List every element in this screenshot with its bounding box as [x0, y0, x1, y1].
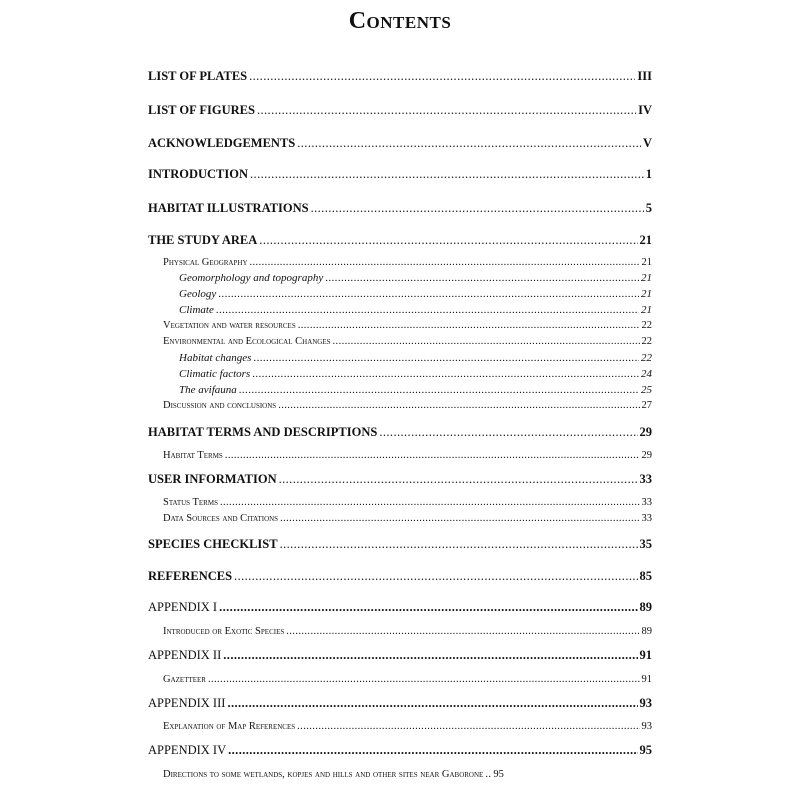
toc-entry-label: APPENDIX III — [148, 696, 226, 710]
toc-entry-page: 21 — [641, 288, 652, 300]
toc-entry-label: Habitat changes — [179, 352, 252, 364]
leader-dots — [223, 649, 637, 662]
toc-entry-habitat-changes[interactable] — [179, 353, 652, 364]
toc-entry-label: Environmental and Ecological Changes — [163, 336, 331, 347]
toc-entry-environmental-changes[interactable] — [163, 337, 652, 348]
toc-entry-label: HABITAT ILLUSTRATIONS — [148, 201, 309, 215]
leader-dots — [225, 451, 640, 462]
toc-entry-label: Vegetation and water resources — [163, 320, 296, 331]
toc-entry-list-of-plates[interactable] — [148, 70, 652, 83]
page-title: Contents — [348, 8, 452, 34]
leader-dots — [220, 498, 640, 509]
leader-dots — [219, 601, 637, 614]
toc-entry-the-study-area[interactable] — [148, 234, 652, 247]
toc-entry-label: The avifauna — [179, 384, 237, 396]
toc-entry-page: 24 — [641, 368, 652, 380]
toc-entry-label: ACKNOWLEDGEMENTS — [148, 136, 296, 150]
leader-dots — [297, 722, 639, 733]
toc-entry-label: Data Sources and Citations — [163, 513, 279, 524]
leader-dots — [286, 627, 639, 638]
toc-entry-label: Physical Geography — [163, 257, 248, 268]
toc-entry-page: 29 — [639, 425, 652, 439]
toc-entry-status-terms[interactable] — [163, 498, 652, 509]
leader-dots — [280, 538, 638, 551]
toc-entry-habitat-illustrations[interactable] — [148, 202, 652, 215]
toc-entry-data-sources[interactable] — [163, 514, 652, 525]
toc-entry-page: V — [642, 136, 652, 150]
toc-entry-page: 93 — [639, 696, 652, 710]
toc-entry-directions[interactable] — [163, 770, 652, 781]
toc-entry-geomorphology[interactable] — [179, 273, 652, 284]
leader-dots — [234, 570, 637, 583]
toc-entry-page: 93 — [641, 721, 652, 732]
toc-entry-list-of-figures[interactable] — [148, 104, 652, 117]
toc-entry-page: 22 — [641, 320, 652, 331]
toc-entry-label: Geology — [179, 288, 217, 300]
toc-entry-page: 89 — [641, 626, 652, 637]
leader-dots — [250, 168, 644, 181]
toc-entry-label: APPENDIX II — [148, 648, 222, 662]
leader-dots — [280, 514, 639, 525]
toc-entry-page: 95 — [493, 769, 504, 780]
toc-entry-page: 22 — [641, 336, 652, 347]
toc-entry-page: 33 — [639, 472, 652, 486]
toc-entry-page: 21 — [641, 304, 652, 316]
toc-entry-label: SPECIES CHECKLIST — [148, 537, 278, 551]
toc-entry-label: THE STUDY AREA — [148, 233, 258, 247]
toc-entry-label: Habitat Terms — [163, 450, 223, 461]
toc-entry-appendix-iv[interactable] — [148, 744, 652, 757]
toc-entry-page: 27 — [641, 400, 652, 411]
toc-entry-page: III — [637, 69, 652, 83]
toc-entry-species-checklist[interactable] — [148, 538, 652, 551]
toc-entry-introduced-species[interactable] — [163, 627, 652, 638]
leader-dots — [311, 202, 644, 215]
toc-entry-label: LIST OF PLATES — [148, 69, 248, 83]
toc-entry-label: Introduced or Exotic Species — [163, 626, 285, 637]
leader-dots — [257, 104, 636, 117]
toc-entry-page: 33 — [641, 513, 652, 524]
toc-entry-page: 33 — [641, 497, 652, 508]
toc-entry-page: 89 — [639, 600, 652, 614]
toc-entry-introduction[interactable] — [148, 168, 652, 181]
toc-entry-discussion[interactable] — [163, 401, 652, 412]
toc-entry-acknowledgements[interactable] — [148, 137, 652, 150]
leader-dots — [249, 70, 635, 83]
leader-dots — [208, 675, 640, 686]
toc-entry-geology[interactable] — [179, 289, 652, 300]
leader-dots — [278, 401, 639, 412]
toc-entry-label: REFERENCES — [148, 569, 233, 583]
leader-dots — [227, 697, 637, 710]
leader-dots — [250, 258, 640, 269]
toc-entry-label: APPENDIX I — [148, 600, 218, 614]
toc-entry-label: APPENDIX IV — [148, 743, 227, 757]
toc-entry-label: Geomorphology and topography — [179, 272, 324, 284]
toc-entry-climate[interactable] — [179, 305, 652, 316]
toc-entry-page: 29 — [641, 450, 652, 461]
leader-dots — [259, 234, 637, 247]
toc-entry-page: 35 — [639, 537, 652, 551]
leader-dots — [253, 353, 639, 364]
toc-entry-vegetation[interactable] — [163, 321, 652, 332]
toc-entry-gazetteer[interactable] — [163, 675, 652, 686]
toc-entry-physical-geography[interactable] — [163, 258, 652, 269]
leader-dots — [298, 321, 640, 332]
toc-entry-page: 95 — [639, 743, 652, 757]
toc-entry-appendix-iii[interactable] — [148, 697, 652, 710]
toc-entry-page: 21 — [641, 257, 652, 268]
toc-entry-page: 22 — [641, 352, 652, 364]
leader-dots — [379, 426, 637, 439]
leader-dots — [252, 369, 639, 380]
toc-entry-map-references[interactable] — [163, 722, 652, 733]
toc-entry-label: Gazetteer — [163, 674, 206, 685]
toc-entry-page: 5 — [645, 201, 652, 215]
toc-entry-label: INTRODUCTION — [148, 167, 249, 181]
leader-dots — [297, 137, 641, 150]
leader-dots — [239, 385, 639, 396]
leader-dots — [218, 289, 639, 300]
toc-entry-page: 85 — [639, 569, 652, 583]
toc-entry-appendix-i[interactable] — [148, 601, 652, 614]
toc-entry-appendix-ii[interactable] — [148, 649, 652, 662]
toc-entry-page: 25 — [641, 384, 652, 396]
toc-entry-label: Directions to some wetlands, kopjes and hills and other sites near Gaborone — [163, 769, 484, 780]
leader-dots — [228, 744, 637, 757]
toc-entry-page: IV — [638, 103, 652, 117]
toc-entry-label: USER INFORMATION — [148, 472, 277, 486]
toc-entry-page: 1 — [645, 167, 652, 181]
toc-entry-habitat-terms[interactable] — [163, 451, 652, 462]
toc-entry-label: Status Terms — [163, 497, 218, 508]
leader-dots — [216, 305, 639, 316]
toc-entry-avifauna[interactable] — [179, 385, 652, 396]
toc-entry-page: 21 — [641, 272, 652, 284]
toc-entry-label: Explanation of Map References — [163, 721, 296, 732]
toc-entry-page: 91 — [639, 648, 652, 662]
toc-entry-climatic-factors[interactable] — [179, 369, 652, 380]
toc-entry-user-information[interactable] — [148, 473, 652, 486]
toc-entry-references[interactable] — [148, 570, 652, 583]
leader-dots — [279, 473, 638, 486]
toc-entry-page: 91 — [641, 674, 652, 685]
toc-entry-habitat-terms-descriptions[interactable] — [148, 426, 652, 439]
toc-entry-label: LIST OF FIGURES — [148, 103, 255, 117]
leader-dots — [485, 770, 491, 781]
toc-entry-page: 21 — [639, 233, 652, 247]
toc-entry-label: HABITAT TERMS AND DESCRIPTIONS — [148, 425, 378, 439]
toc-entry-label: Discussion and conclusions — [163, 400, 277, 411]
leader-dots — [325, 273, 639, 284]
toc-entry-label: Climatic factors — [179, 368, 251, 380]
leader-dots — [333, 337, 640, 348]
toc-entry-label: Climate — [179, 304, 214, 316]
